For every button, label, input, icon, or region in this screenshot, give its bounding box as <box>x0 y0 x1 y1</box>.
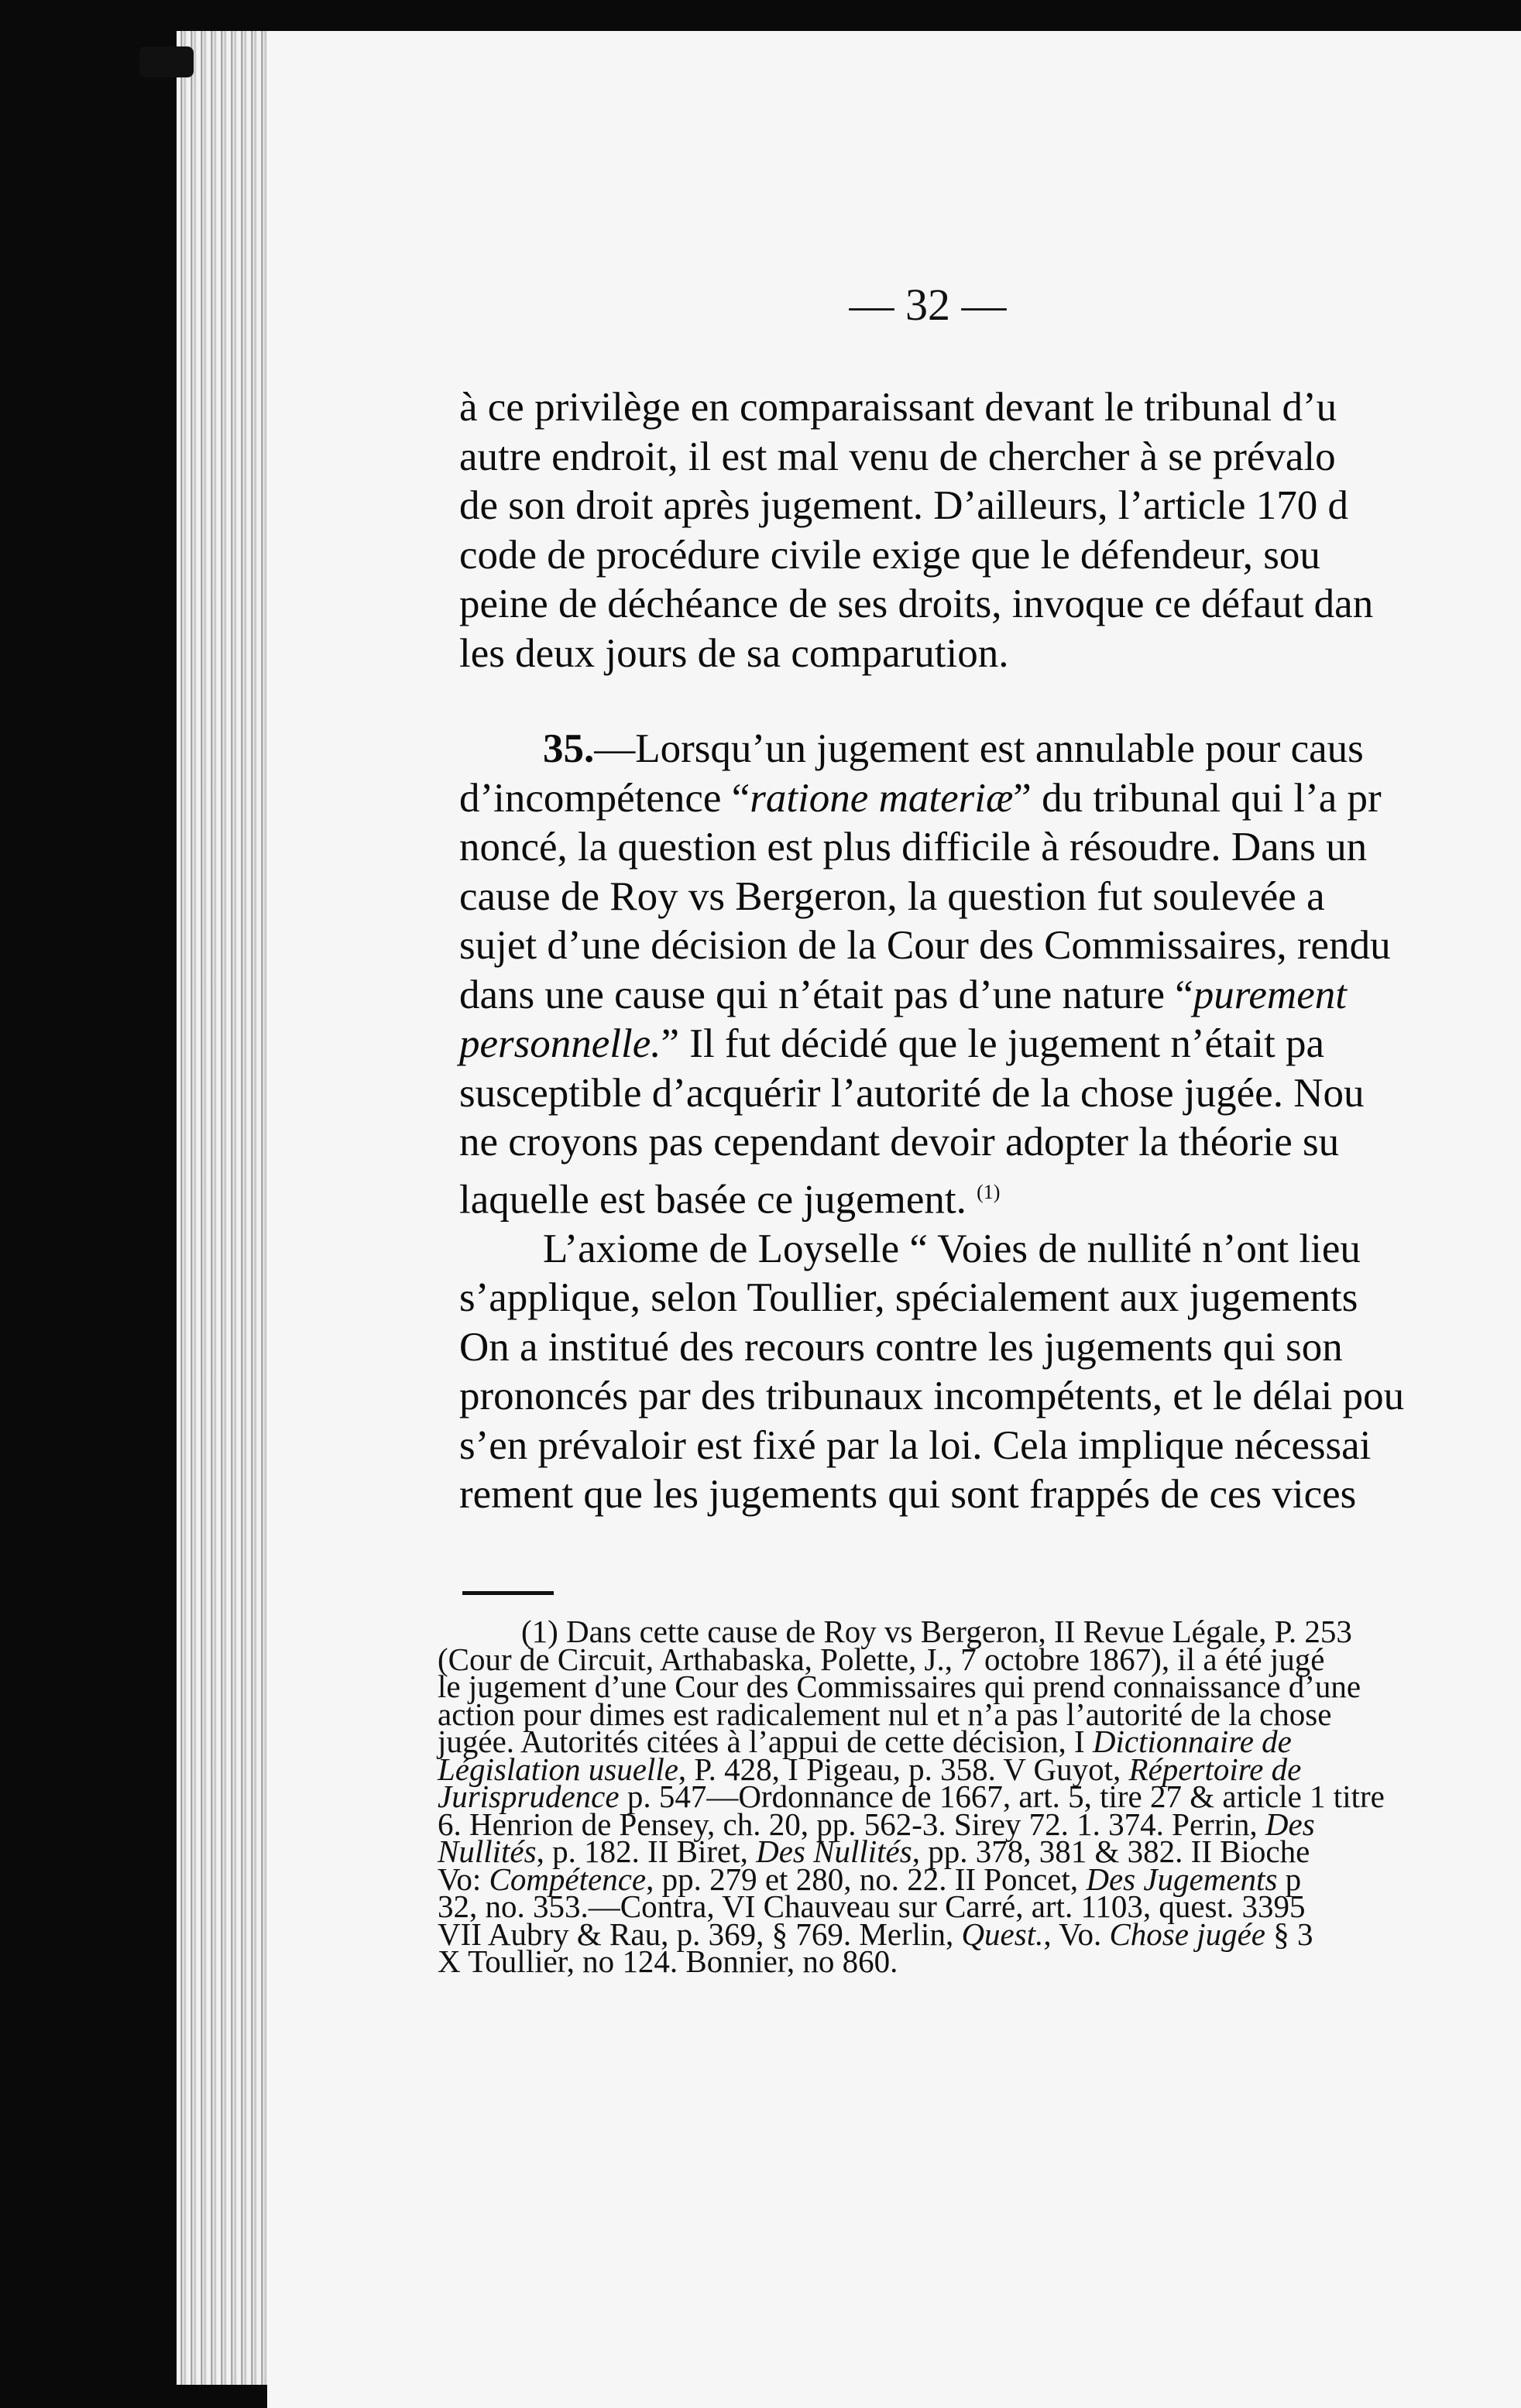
text-line: les deux jours de sa comparution. <box>459 630 1009 676</box>
book-page <box>267 31 1521 2408</box>
book-title: Compétence <box>489 1861 647 1897</box>
text-segment: ” du tribunal qui l’a pr <box>1013 775 1382 821</box>
section-number: 35. <box>543 726 595 771</box>
text-line: de son droit après jugement. D’ailleurs, l’article 170 d <box>459 483 1348 528</box>
text-line: à ce privilège en comparaissant devant le tribunal d’u <box>459 385 1337 430</box>
text-line <box>459 774 1521 824</box>
footnote-line: (Cour de Circuit, Arthabaska, Polette, J., 7 octobre 1867), il a été jugé <box>438 1641 1325 1677</box>
book-title: Quest. <box>961 1916 1044 1952</box>
text-line: s’applique, selon Toullier, spécialement aux jugements <box>459 1275 1358 1321</box>
book-title: Des Nullités <box>756 1833 912 1869</box>
paragraph-gap <box>459 678 1521 725</box>
book-title: Législation usuelle <box>438 1751 678 1787</box>
text-line: On a institué des recours contre les jugements qui son <box>459 1324 1343 1370</box>
footnote-segment: , p. 182. II Biret, <box>536 1833 757 1869</box>
text-line: L’axiome de Loyselle “ Voies de nullité n’ont lieu <box>543 1226 1361 1271</box>
text-line <box>459 1168 1521 1225</box>
text-line <box>459 725 1521 774</box>
footnote-segment: , pp. 378, 381 & 382. II Bioche <box>912 1833 1310 1869</box>
book-title: Des <box>1265 1806 1315 1842</box>
book-title: Jurisprudence <box>438 1779 620 1814</box>
text-segment: d’incompétence “ <box>459 775 750 821</box>
book-title: Chose jugée <box>1109 1916 1265 1952</box>
text-line: ne croyons pas cependant devoir adopter la théorie su <box>459 1120 1340 1165</box>
footnote-segment: p. 547—Ordonnance de 1667, art. 5, tire 27 & article 1 titre <box>619 1779 1385 1814</box>
footnote-segment: jugée. Autorités citées à l’appui de cette décision, I <box>438 1724 1093 1759</box>
footnote-divider <box>462 1591 554 1595</box>
page-number: — 32 — <box>849 280 1007 330</box>
footnote-segment: § 3 <box>1265 1916 1313 1952</box>
scan-artifact-mark <box>139 46 194 77</box>
text-line: susceptible d’acquérir l’autorité de la chose jugée. Nou <box>459 1070 1365 1116</box>
text-line: noncé, la question est plus difficile à résoudre. Dans un <box>459 825 1368 870</box>
text-line: sujet d’une décision de la Cour des Commissaires, rendu <box>459 923 1391 968</box>
footnote-segment: p <box>1277 1861 1302 1897</box>
text-line: cause de Roy vs Bergeron, la question fut soulevée a <box>459 873 1325 919</box>
footnote-segment: , P. 428, I Pigeau, p. 358. V Guyot, <box>678 1751 1129 1787</box>
text-segment: laquelle est basée ce jugement. <box>459 1177 977 1223</box>
text-segment: dans une cause qui n’était pas d’une nature “ <box>459 972 1193 1017</box>
page-stack-edge <box>177 31 270 2385</box>
quoted-phrase: purement <box>1193 972 1347 1017</box>
text-line: rement que les jugements qui sont frappés de ces vices <box>459 1472 1357 1518</box>
footnote-line: action pour dimes est radicalement nul et n’a pas l’autorité de la chose <box>438 1696 1332 1732</box>
text-segment: ” Il fut décidé que le jugement n’était pa <box>661 1021 1324 1066</box>
footnote-segment: 6. Henrion de Pensey, ch. 20, pp. 562-3. Sirey 72. 1. 374. Perrin, <box>438 1806 1265 1842</box>
text-line: code de procédure civile exige que le défendeur, sou <box>459 532 1320 578</box>
footnote-segment: , Vo. <box>1043 1916 1110 1952</box>
footnote-line: X Toullier, no 124. Bonnier, no 860. <box>438 1943 898 1979</box>
footnote-marker: (1) <box>977 1180 1001 1203</box>
footnote <box>438 1614 1521 1979</box>
text-line <box>459 1020 1521 1069</box>
footnote-line: le jugement d’une Cour des Commissaires qui prend connaissance d’une <box>438 1669 1361 1704</box>
quoted-phrase: personnelle. <box>459 1021 661 1066</box>
footnote-line: (1) Dans cette cause de Roy vs Bergeron, II Revue Légale, P. 253 <box>521 1614 1352 1649</box>
book-title: Répertoire de <box>1128 1751 1302 1787</box>
text-line: autre endroit, il est mal venu de chercher à se prévalo <box>459 434 1336 479</box>
book-title: Des Jugements <box>1086 1861 1278 1897</box>
latin-phrase: ratione materiæ <box>750 775 1014 821</box>
text-line: prononcés par des tribunaux incompétents, et le délai pou <box>459 1374 1405 1419</box>
text-segment: —Lorsqu’un jugement est annulable pour caus <box>594 726 1364 771</box>
book-title: Dictionnaire de <box>1092 1724 1292 1759</box>
footnote-segment: VII Aubry & Rau, p. 369, § 769. Merlin, <box>438 1916 962 1952</box>
main-text <box>459 383 1521 1520</box>
footnote-segment: Vo: <box>438 1861 489 1897</box>
text-line <box>459 971 1521 1020</box>
footnote-line: 32, no. 353.—Contra, VI Chauveau sur Carré, art. 1103, quest. 3395 <box>438 1888 1306 1924</box>
text-line: peine de déchéance de ses droits, invoque ce défaut dan <box>459 581 1374 626</box>
text-line: s’en prévaloir est fixé par la loi. Cela implique nécessai <box>459 1422 1372 1468</box>
footnote-segment: , pp. 279 et 280, no. 22. II Poncet, <box>646 1861 1087 1897</box>
book-title: Nullités <box>438 1833 537 1869</box>
